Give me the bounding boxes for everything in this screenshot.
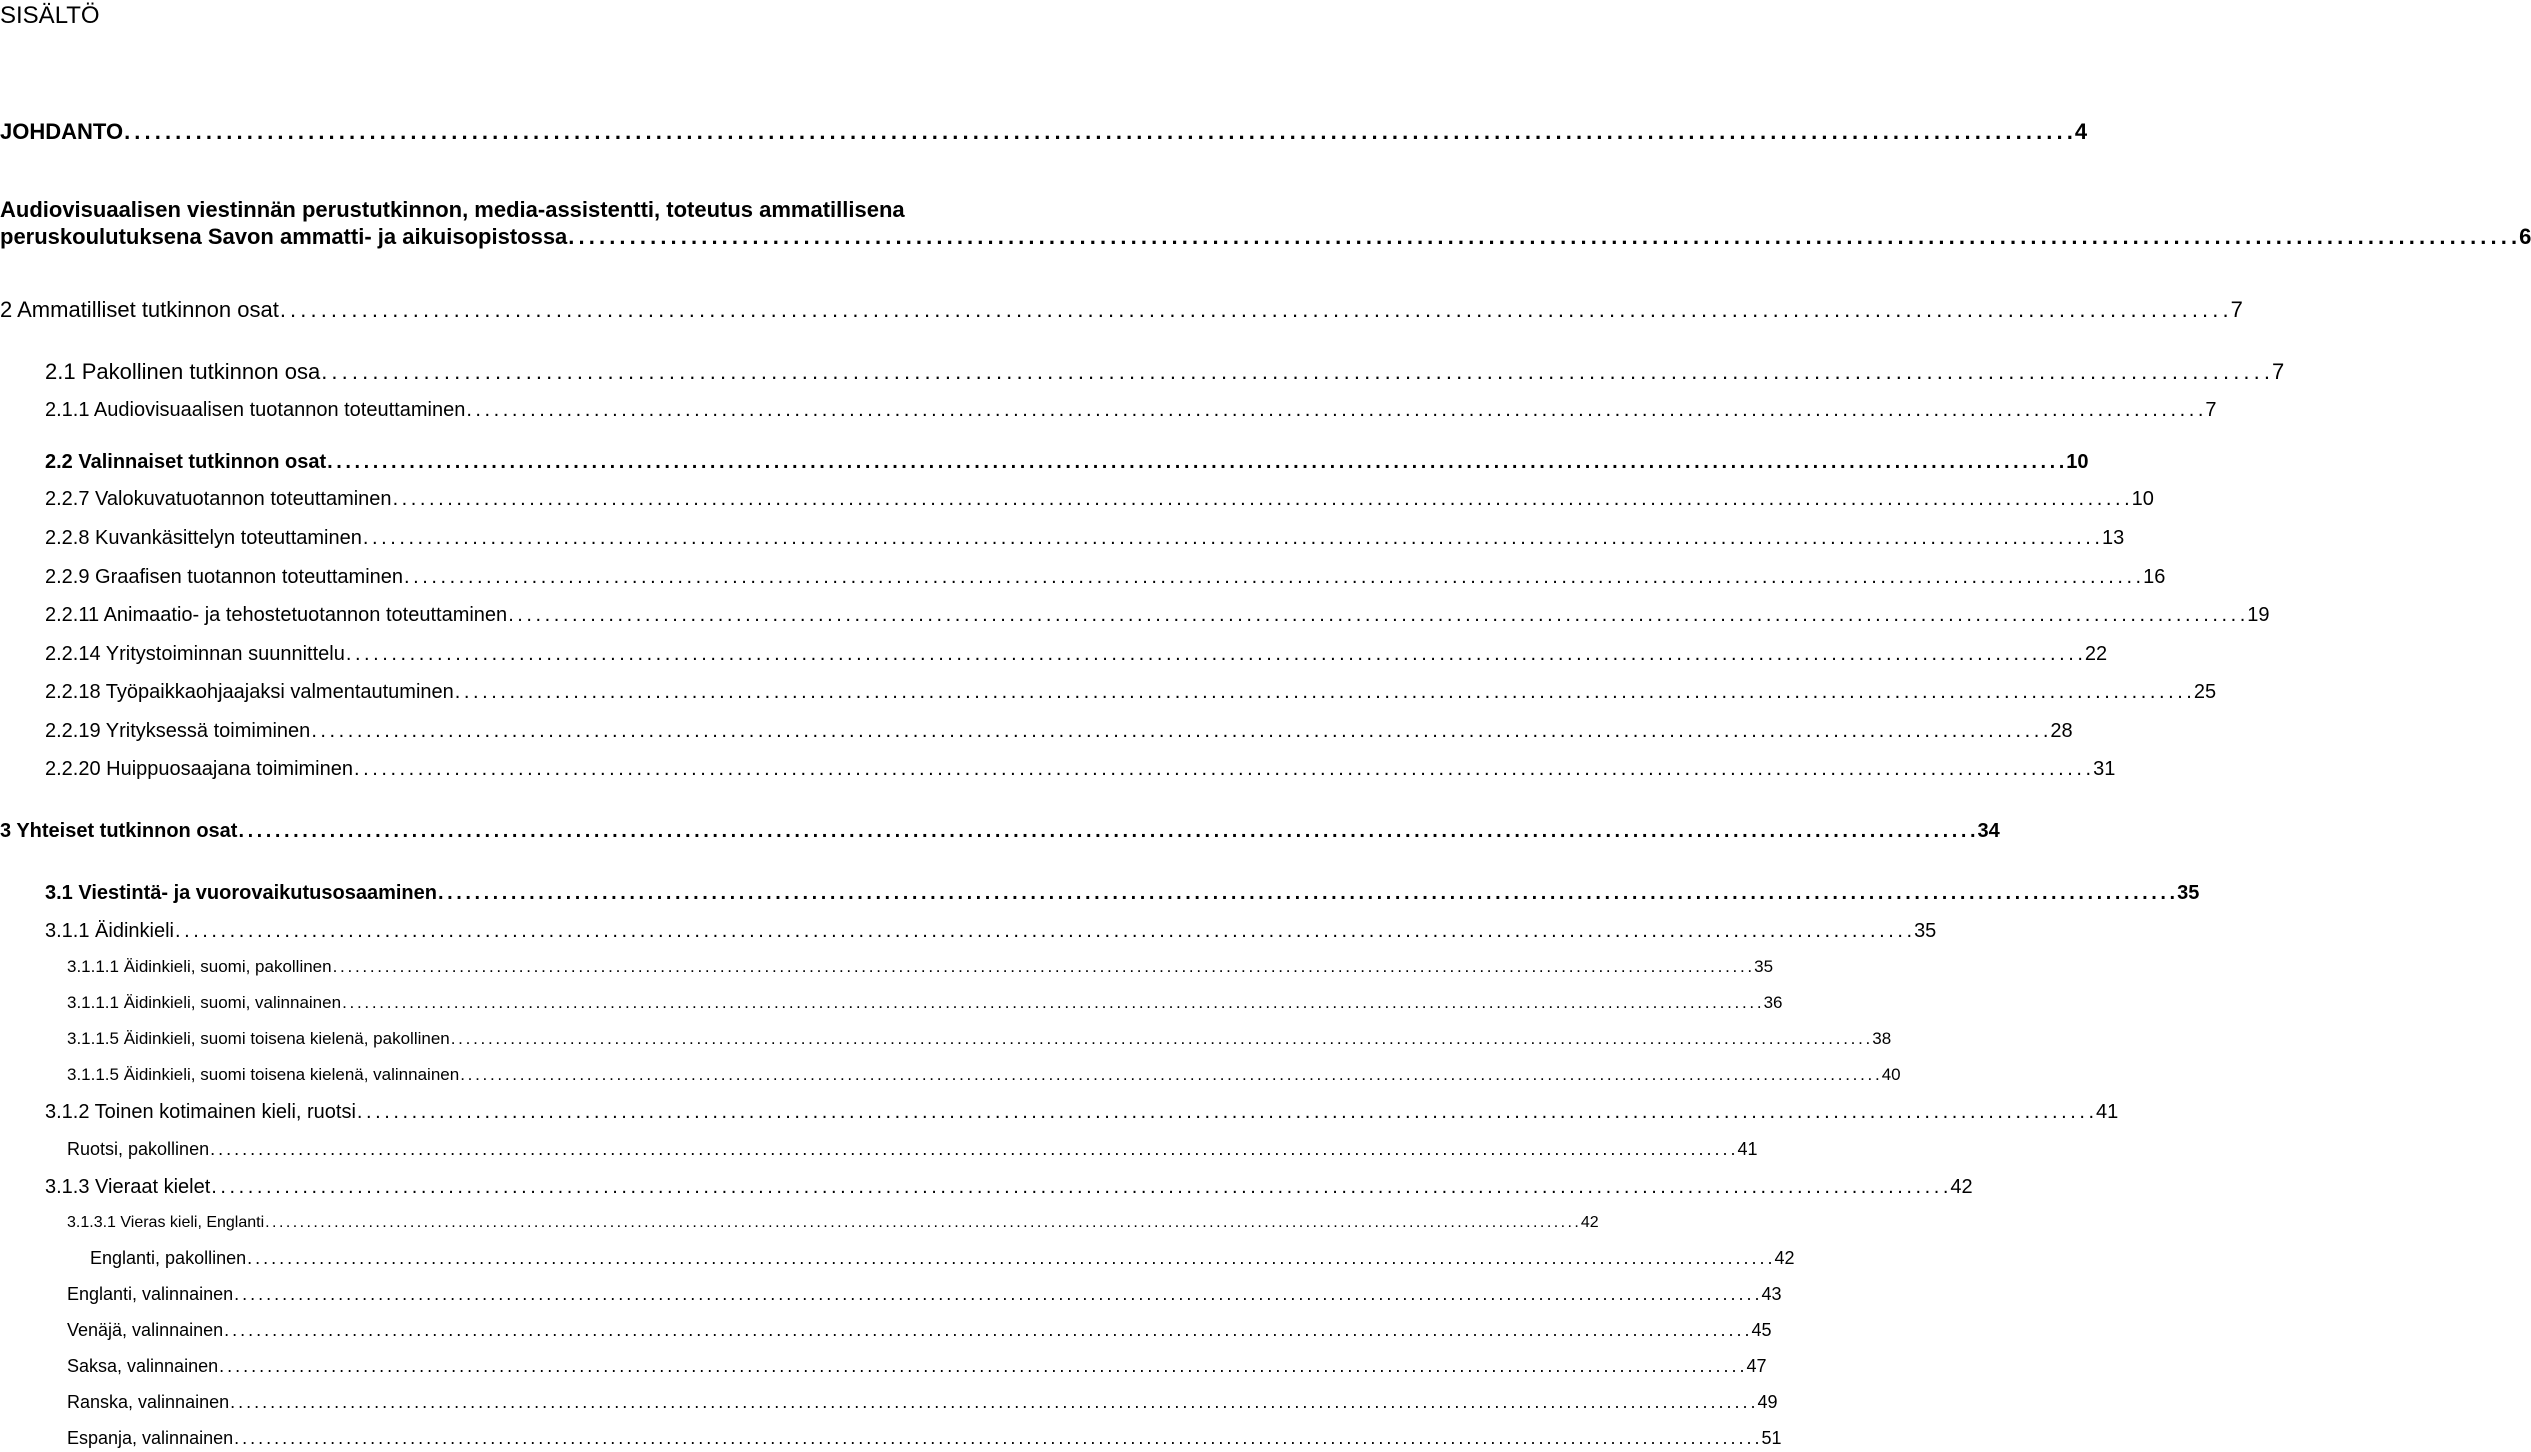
toc-leader [174, 919, 1911, 943]
toc-entry-title: 2.2.8 Kuvankäsittelyn toteuttaminen [45, 527, 362, 549]
toc-leader [465, 398, 2202, 422]
toc-entry[interactable] [45, 359, 2285, 385]
toc-entry[interactable] [67, 1213, 1599, 1232]
toc-entry-title: 2.1.1 Audiovisuaalisen tuotannon toteuttaminen [45, 399, 466, 421]
toc-leader [353, 757, 2090, 781]
toc-leader [246, 1248, 1771, 1270]
toc-leader [310, 719, 2047, 743]
toc-entry[interactable] [45, 642, 2108, 666]
toc-leader [233, 1428, 1758, 1450]
toc-entry-title: Englanti, pakollinen [90, 1248, 247, 1268]
toc-leader [341, 993, 1761, 1013]
toc-entry-title: 2 Ammatilliset tutkinnon osat [0, 297, 279, 322]
toc-entry[interactable] [45, 603, 2270, 627]
toc-entry-title: peruskoulutuksena Savon ammatti- ja aikuisopistossa [0, 224, 568, 249]
toc-entry-title: 2.2.9 Graafisen tuotannon toteuttaminen [45, 566, 404, 588]
toc-entry-page: 13 [2101, 527, 2125, 549]
toc-entry[interactable] [0, 224, 2531, 250]
toc-entry[interactable] [67, 1065, 1901, 1085]
toc-entry-page: 41 [1737, 1139, 1758, 1159]
toc-entry-title: 2.2.7 Valokuvatuotannon toteuttaminen [45, 488, 392, 510]
toc-entry[interactable] [45, 1100, 2119, 1124]
toc-leader [450, 1029, 1870, 1049]
toc-entry-page: 36 [1763, 993, 1783, 1012]
toc-entry-title-line1[interactable]: Audiovisuaalisen viestinnän perustutkinnon, media-assistentti, toteutus ammatillisena [0, 197, 905, 222]
toc-entry-page: 10 [2131, 488, 2154, 510]
toc-entry-page: 25 [2193, 681, 2217, 703]
toc-entry-page: 43 [1761, 1284, 1782, 1304]
toc-entry-title: Espanja, valinnainen [67, 1428, 234, 1448]
toc-entry[interactable] [0, 819, 2000, 843]
toc-entry-title: JOHDANTO [0, 119, 124, 144]
toc-entry-page: 19 [2247, 604, 2270, 626]
toc-entry[interactable] [45, 919, 1937, 943]
toc-entry-title: 3.1.1.5 Äidinkieli, suomi toisena kielenä, valinnainen [67, 1065, 460, 1084]
toc-entry[interactable] [67, 1356, 1767, 1378]
toc-entry-page: 40 [1881, 1065, 1901, 1084]
toc-leader [279, 297, 2228, 323]
toc-entry[interactable] [67, 1029, 1892, 1049]
toc-entry[interactable] [67, 957, 1774, 977]
toc-leader [264, 1213, 1578, 1232]
toc-entry[interactable] [45, 757, 2116, 781]
toc-entry-title: 2.2.20 Huippuosaajana toimiminen [45, 758, 353, 780]
toc-entry-title: 2.2.18 Työpaikkaohjaajaksi valmentautuminen [45, 681, 454, 703]
toc-entry-page: 42 [1580, 1214, 1599, 1231]
toc-entry-page: 7 [2230, 297, 2243, 322]
toc-entry-page: 49 [1757, 1392, 1778, 1412]
toc-entry[interactable] [90, 1248, 1795, 1270]
toc-leader [362, 526, 2099, 550]
toc-entry[interactable] [45, 680, 2217, 704]
toc-entry-title: Ranska, valinnainen [67, 1392, 230, 1412]
toc-entry[interactable] [67, 1284, 1782, 1306]
toc-entry[interactable] [67, 1392, 1778, 1414]
toc-entry-page: 42 [1774, 1248, 1795, 1268]
toc-leader [123, 119, 2072, 145]
toc-leader [229, 1392, 1754, 1414]
toc-entry-page: 7 [2205, 399, 2217, 421]
toc-entry[interactable] [45, 881, 2200, 905]
toc-entry-page: 35 [1914, 920, 1937, 942]
toc-entry[interactable] [67, 1139, 1758, 1161]
toc-entry-page: 41 [2096, 1101, 2119, 1123]
toc-entry-title: 3.1.3 Vieraat kielet [45, 1176, 211, 1198]
toc-leader [403, 565, 2140, 589]
toc-entry-title: 3.1.1 Äidinkieli [45, 920, 174, 942]
toc-entry-page: 31 [2093, 758, 2116, 780]
toc-leader [356, 1100, 2093, 1124]
toc-entry[interactable] [45, 1175, 1973, 1199]
toc-entry-page: 42 [1950, 1176, 1973, 1198]
toc-entry-page: 51 [1761, 1428, 1782, 1448]
toc-entry[interactable] [45, 565, 2166, 589]
toc-leader [345, 642, 2082, 666]
toc-leader [233, 1284, 1758, 1306]
toc-entry-page: 10 [2066, 451, 2089, 473]
toc-leader [218, 1356, 1743, 1378]
toc-leader [437, 881, 2174, 905]
toc-leader [332, 957, 1752, 977]
toc-entry-page: 28 [2050, 720, 2073, 742]
toc-entry-title: 2.1 Pakollinen tutkinnon osa [45, 359, 321, 384]
toc-entry[interactable] [45, 526, 2125, 550]
toc-entry-title: 2.2.14 Yritystoiminnan suunnittelu [45, 643, 345, 665]
toc-leader [567, 224, 2516, 250]
toc-entry-page: 22 [2084, 643, 2108, 665]
toc-entry-title: 3 Yhteiset tutkinnon osat [0, 820, 238, 842]
toc-entry[interactable] [45, 398, 2217, 422]
toc-entry[interactable] [45, 487, 2154, 511]
toc-entry-title: 3.1.1.1 Äidinkieli, suomi, pakollinen [67, 957, 332, 976]
toc-entry-title: 3.1 Viestintä- ja vuorovaikutusosaaminen [45, 882, 437, 904]
toc-entry-title: Ruotsi, pakollinen [67, 1139, 210, 1159]
toc-entry-title: 2.2 Valinnaiset tutkinnon osat [45, 451, 327, 473]
toc-entry[interactable] [0, 119, 2088, 145]
toc-leader [210, 1175, 1947, 1199]
toc-entry-title: 3.1.2 Toinen kotimainen kieli, ruotsi [45, 1101, 356, 1123]
toc-entry-page: 47 [1746, 1356, 1767, 1376]
toc-entry-page: 45 [1751, 1320, 1772, 1340]
toc-entry[interactable] [67, 993, 1783, 1013]
toc-leader [326, 450, 2063, 474]
toc-entry-title: 2.2.11 Animaatio- ja tehostetuotannon toteuttaminen [45, 604, 508, 626]
toc-entry-page: 6 [2519, 224, 2531, 249]
toc-leader [209, 1139, 1734, 1161]
toc-entry-page: 35 [1754, 957, 1774, 976]
toc-entry-title: Saksa, valinnainen [67, 1356, 219, 1376]
toc-leader [454, 680, 2191, 704]
toc-entry-title: 3.1.1.1 Äidinkieli, suomi, valinnainen [67, 993, 342, 1012]
toc-entry-title: 2.2.19 Yrityksessä toimiminen [45, 720, 311, 742]
toc-entry[interactable] [45, 450, 2089, 474]
toc-entry-title: 3.1.3.1 Vieras kieli, Englanti [67, 1214, 265, 1231]
toc-entry-page: 34 [1977, 820, 2000, 842]
toc-leader [392, 487, 2129, 511]
toc-leader [459, 1065, 1879, 1085]
page-title: SISÄLTÖ [0, 2, 100, 29]
toc-entry-title: Venäjä, valinnainen [67, 1320, 224, 1340]
toc-leader [223, 1320, 1748, 1342]
toc-entry[interactable] [45, 719, 2073, 743]
toc-entry[interactable] [67, 1320, 1772, 1342]
toc-entry-title: Englanti, valinnainen [67, 1284, 234, 1304]
toc-leader [320, 359, 2269, 385]
toc-entry-page: 38 [1872, 1029, 1892, 1048]
toc-entry-page: 7 [2272, 359, 2285, 384]
toc-entry-page: 35 [2177, 882, 2200, 904]
toc-entry[interactable] [67, 1428, 1782, 1450]
toc-entry-title: 3.1.1.5 Äidinkieli, suomi toisena kielenä, pakollinen [67, 1029, 450, 1048]
toc-leader [507, 603, 2244, 627]
toc-entry[interactable] [0, 297, 2243, 323]
toc-leader [237, 819, 1974, 843]
toc-entry-page: 16 [2143, 566, 2166, 588]
toc-entry-page: 4 [2074, 119, 2088, 144]
